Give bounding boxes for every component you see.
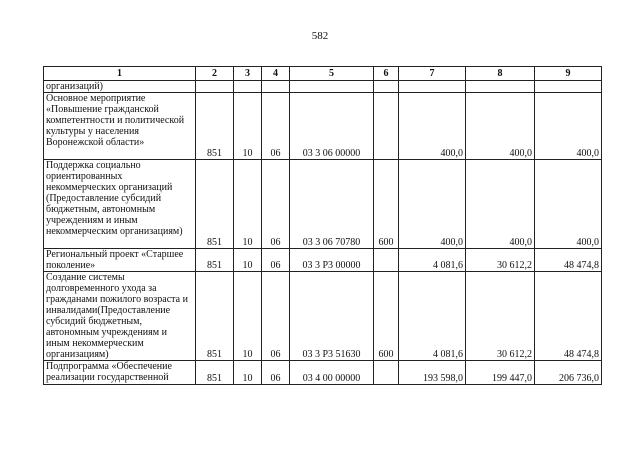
cell-col-8: 30 612,2 [466,249,535,272]
cell-col-5 [290,81,374,93]
table-row [44,93,602,160]
cell-col-8: 400,0 [466,93,535,160]
table-row [44,361,602,385]
cell-col-6: 600 [374,272,399,361]
table-row [44,81,602,93]
header-col-4: 4 [262,67,290,81]
cell-col-5: 03 3 06 00000 [290,93,374,160]
header-row [44,67,602,81]
cell-col-7: 4 081,6 [399,249,466,272]
cell-col-6 [374,249,399,272]
header-col-2: 2 [196,67,234,81]
header-col-5: 5 [290,67,374,81]
cell-col-2: 851 [196,249,234,272]
cell-col-2: 851 [196,93,234,160]
cell-col-2: 851 [196,160,234,249]
cell-col-6 [374,361,399,385]
cell-col-4: 06 [262,160,290,249]
cell-col-4: 06 [262,249,290,272]
row-name: Основное мероприятие «Повышение гражданской компетентности и политической культуры у населения Воронежской области» [44,93,196,160]
header-col-1: 1 [44,67,196,81]
cell-col-8: 30 612,2 [466,272,535,361]
cell-col-3: 10 [234,249,262,272]
cell-col-3: 10 [234,93,262,160]
row-name: Создание системы долговременного ухода за гражданами пожилого возраста и инвалидами(Предоставление субсидий бюджетным, автономным учреждениям и иным некоммерческим организациям) [44,272,196,361]
cell-col-9: 400,0 [535,160,602,249]
cell-col-7 [399,81,466,93]
row-name: Поддержка социально ориентированных некоммерческих организаций (Предоставление субсидий бюджетным, автономным учреждениям и иным некоммерческим организациям) [44,160,196,249]
header-col-9: 9 [535,67,602,81]
cell-col-2: 851 [196,361,234,385]
cell-col-6: 600 [374,160,399,249]
cell-col-4: 06 [262,361,290,385]
table-row [44,272,602,361]
cell-col-5: 03 3 P3 00000 [290,249,374,272]
cell-col-6 [374,81,399,93]
cell-col-9: 48 474,8 [535,249,602,272]
page-number: 582 [311,30,329,42]
cell-col-5: 03 4 00 00000 [290,361,374,385]
table-row [44,249,602,272]
cell-col-4: 06 [262,93,290,160]
cell-col-9: 400,0 [535,93,602,160]
cell-col-7: 193 598,0 [399,361,466,385]
cell-col-2 [196,81,234,93]
budget-table [43,66,602,385]
row-name: Подпрограмма «Обеспечение реализации государственной [44,361,196,385]
cell-col-7: 4 081,6 [399,272,466,361]
row-name: Региональный проект «Старшее поколение» [44,249,196,272]
header-col-3: 3 [234,67,262,81]
cell-col-8: 199 447,0 [466,361,535,385]
cell-col-5: 03 3 P3 51630 [290,272,374,361]
cell-col-7: 400,0 [399,93,466,160]
cell-col-6 [374,93,399,160]
header-col-8: 8 [466,67,535,81]
cell-col-8 [466,81,535,93]
cell-col-7: 400,0 [399,160,466,249]
cell-col-3: 10 [234,272,262,361]
cell-col-4 [262,81,290,93]
cell-col-3 [234,81,262,93]
cell-col-9 [535,81,602,93]
cell-col-8: 400,0 [466,160,535,249]
row-name: организаций) [44,81,196,93]
cell-col-4: 06 [262,272,290,361]
cell-col-9: 48 474,8 [535,272,602,361]
header-col-7: 7 [399,67,466,81]
cell-col-3: 10 [234,361,262,385]
cell-col-2: 851 [196,272,234,361]
cell-col-5: 03 3 06 70780 [290,160,374,249]
cell-col-3: 10 [234,160,262,249]
table-row [44,160,602,249]
header-col-6: 6 [374,67,399,81]
cell-col-9: 206 736,0 [535,361,602,385]
